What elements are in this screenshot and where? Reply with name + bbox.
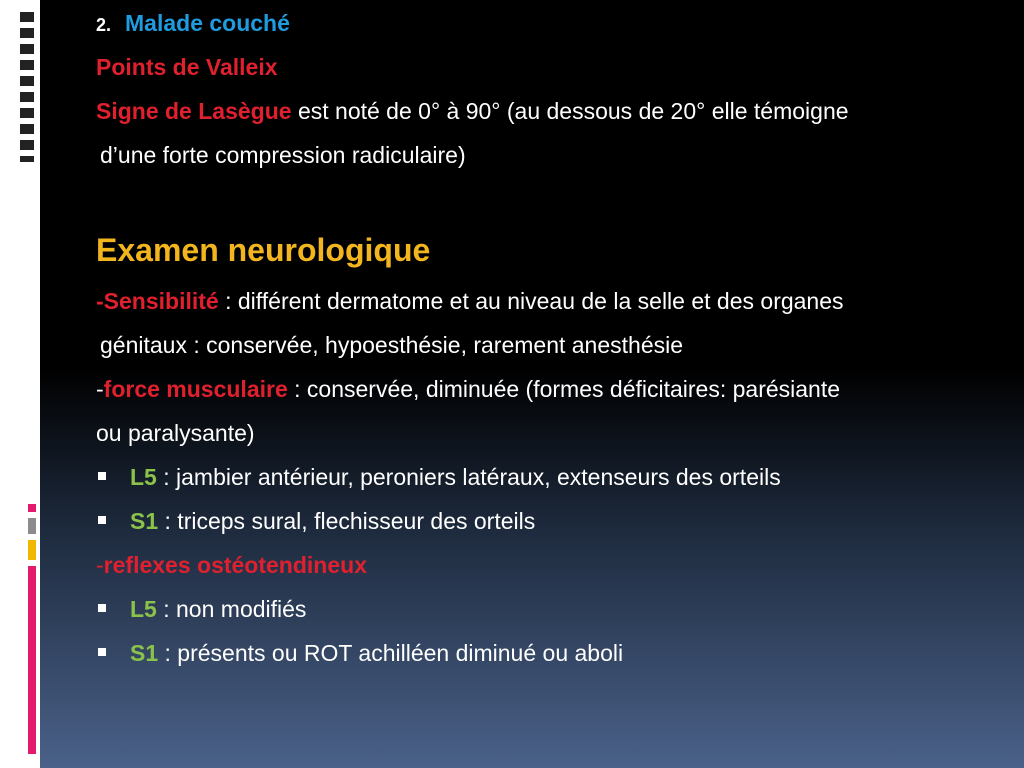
lasegue-label: Signe de Lasègue bbox=[96, 98, 292, 124]
bullet-text: : présents ou ROT achilléen diminué ou aboli bbox=[158, 640, 624, 666]
list-item-2 bbox=[96, 9, 290, 39]
bullet-text: : jambier antérieur, peroniers latéraux, extenseurs des orteils bbox=[156, 464, 781, 490]
sensibilite-line-1 bbox=[96, 287, 844, 315]
bullet-square-icon bbox=[98, 648, 106, 656]
bullet-text: : non modifiés bbox=[156, 596, 307, 622]
nerve-root: S1 bbox=[130, 640, 159, 666]
sensibilite-text-2: génitaux : conservée, hypoesthésie, rarement anesthésie bbox=[100, 332, 684, 358]
bullet-square-icon bbox=[98, 604, 106, 612]
bullet-square-icon bbox=[98, 472, 106, 480]
force-text-1: : conservée, diminuée (formes déficitaires: parésiante bbox=[287, 376, 841, 402]
bullet-square-icon bbox=[98, 516, 106, 524]
list-item bbox=[98, 507, 535, 535]
lasegue-text-2: d’une forte compression radiculaire) bbox=[100, 142, 466, 168]
nerve-root: L5 bbox=[130, 464, 157, 490]
sensibilite-text-1: : différent dermatome et au niveau de la selle et des organes bbox=[218, 288, 844, 314]
section-heading: Examen neurologique bbox=[96, 232, 431, 268]
nerve-root: L5 bbox=[130, 596, 157, 622]
force-text-2: ou paralysante) bbox=[96, 420, 255, 446]
reflexes-dash: - bbox=[96, 552, 104, 578]
sensibilite-line-2 bbox=[100, 331, 683, 359]
lasegue-line-1 bbox=[96, 97, 849, 125]
force-line-1 bbox=[96, 375, 840, 403]
force-label: force musculaire bbox=[103, 376, 288, 402]
bullet-text: : triceps sural, flechisseur des orteils bbox=[158, 508, 536, 534]
reflexes-label: reflexes ostéotendineux bbox=[103, 552, 367, 578]
sensibilite-dash: - bbox=[96, 288, 104, 314]
sensibilite-label: Sensibilité bbox=[103, 288, 219, 314]
list-item bbox=[98, 595, 306, 623]
reflexes-line bbox=[96, 551, 367, 579]
list-item-title: Malade couché bbox=[125, 10, 290, 36]
lasegue-text-1: est noté de 0° à 90° (au dessous de 20° elle témoigne bbox=[291, 98, 849, 124]
valleix-label: Points de Valleix bbox=[96, 54, 278, 80]
force-dash: - bbox=[96, 376, 104, 402]
list-number: 2. bbox=[96, 15, 112, 35]
list-item bbox=[98, 463, 781, 491]
nerve-root: S1 bbox=[130, 508, 159, 534]
lasegue-line-2 bbox=[100, 141, 466, 169]
list-item bbox=[98, 639, 623, 667]
valleix-line bbox=[96, 53, 278, 81]
force-line-2 bbox=[96, 419, 255, 447]
